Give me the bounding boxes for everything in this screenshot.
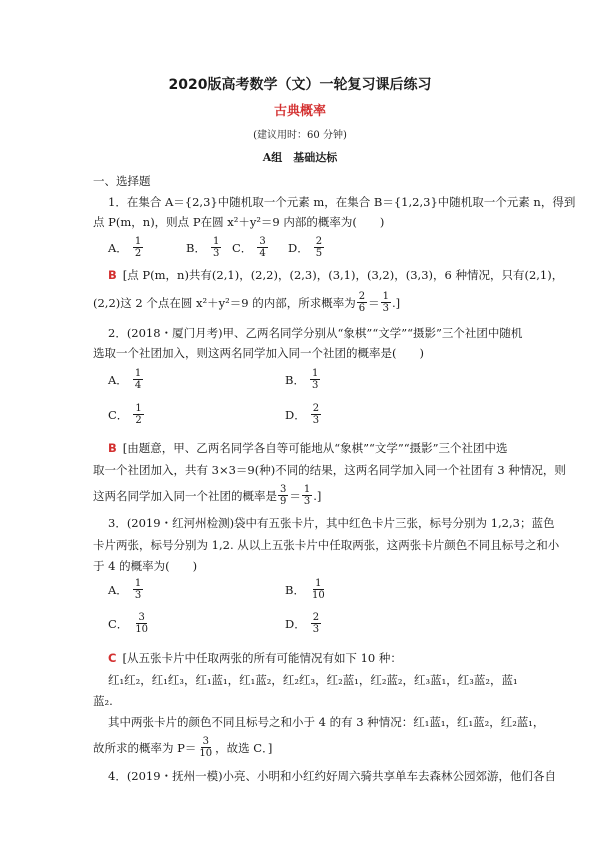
option-fraction: $\frac{3}{4}$ (259, 236, 266, 259)
q2-line-2: 选取一个社团加入，则这两名同学加入同一个社团的概率是( ) (93, 346, 424, 360)
option-label: A． (108, 240, 128, 255)
q3-explanation-line-4: 其中两张卡片的颜色不同且标号之和小于 4 的有 3 种情况：红₁蓝₁，红₁蓝₂，红₂蓝₁， (108, 715, 545, 729)
q3-explanation-line-5: 故所求的概率为 P＝ $\frac{3}{10}$ ，故选 C．] (93, 736, 273, 759)
q3-option-a: A． $\frac{1}{3}$ (108, 578, 142, 601)
q1-explanation-line-1: B [点 P(m，n)共有(2,1)，(2,2)，(2,3)，(3,1)，(3,2)，(3,3)，6 种情况，只有(2,1)， (108, 268, 564, 282)
q1-line-2: 点 P(m，n)，则点 P在圆 x²＋y²＝9 内部的概率为( ) (93, 215, 385, 229)
q1-line-1: 1．在集合 A＝{2,3}中随机取一个元素 m，在集合 B＝{1,2,3}中随机取一个元素 n，得到 (108, 195, 576, 209)
q2-explanation-line-3: 这两名同学加入同一个社团的概率是 $\frac{3}{9}$ ＝ $\frac{1}{3}$ .] (93, 484, 322, 507)
option-label: C． (232, 240, 253, 255)
q3-explanation-line-3: 蓝₂. (93, 694, 113, 708)
q3-option-c: C． $\frac{3}{10}$ (108, 612, 149, 635)
q3-option-d: D． $\frac{2}{3}$ (285, 612, 320, 635)
q3-option-b: B． $\frac{1}{10}$ (285, 578, 325, 601)
q3-answer-letter: C (108, 651, 117, 665)
q1-option-a (108, 236, 144, 259)
option-fraction: $\frac{1}{3}$ (212, 236, 220, 259)
q3-line-1: 3．(2019・红河州检测)袋中有五张卡片，其中红色卡片三张，标号分别为 1,2,3；蓝色 (108, 516, 555, 530)
q1-option-c (232, 236, 269, 259)
section-heading: 一、选择题 (93, 174, 151, 188)
q4-line-1: 4．(2019・抚州一模)小亮、小明和小红约好周六骑共享单车去森林公园郊游，他们各自 (108, 769, 557, 783)
page-title: 2020版高考数学（文）一轮复习课后练习 (168, 77, 432, 93)
q2-option-b: B． $\frac{1}{3}$ (285, 368, 319, 391)
q3-line-3: 于 4 的概率为( ) (93, 559, 198, 573)
q1-explanation-line-2: (2,2)这 2 个点在圆 x²＋y²＝9 的内部，所求概率为 $\frac{2}{6}$ ＝ $\frac{1}{3}$ .] (93, 291, 401, 314)
topic-subtitle: 古典概率 (273, 104, 326, 119)
q2-explanation-line-1: B [由题意，甲、乙两名同学各自等可能地从“象棋”“文学”“摄影”三个社团中选 (108, 441, 508, 455)
q3-explanation-line-1: C [从五张卡片中任取两张的所有可能情况有如下 10 种： (108, 651, 402, 665)
suggested-time: (建议用时：60 分钟) (253, 130, 347, 141)
q1-answer-letter: B (108, 268, 117, 282)
group-heading: A组 基础达标 (262, 151, 338, 164)
q1-option-b (186, 236, 222, 259)
option-fraction: $\frac{2}{5}$ (315, 236, 323, 259)
option-fraction: $\frac{1}{2}$ (134, 236, 142, 259)
option-label: B． (186, 240, 206, 255)
q2-option-c: C． $\frac{1}{2}$ (108, 403, 142, 426)
q2-option-d: D． $\frac{2}{3}$ (285, 403, 320, 426)
q3-explanation-line-2: 红₁红₂，红₁红₃，红₁蓝₁，红₁蓝₂，红₂红₃，红₂蓝₁，红₂蓝₂，红₃蓝₁，红₃蓝₂，蓝₁ (108, 673, 518, 687)
q2-option-a: A． $\frac{1}{4}$ (108, 368, 142, 391)
q3-line-2: 卡片两张，标号分别为 1,2. 从以上五张卡片中任取两张，这两张卡片颜色不同且标号之和小 (93, 538, 560, 552)
option-label: D． (288, 240, 309, 255)
q2-answer-letter: B (108, 441, 117, 455)
q1-option-d (288, 236, 325, 259)
q2-explanation-line-2: 取一个社团加入，共有 3×3＝9(种)不同的结果，这两名同学加入同一个社团有 3 种情况，则 (93, 463, 566, 477)
q2-line-1: 2．(2018・厦门月考)甲、乙两名同学分别从“象棋”“文学”“摄影”三个社团中随机 (108, 326, 523, 340)
